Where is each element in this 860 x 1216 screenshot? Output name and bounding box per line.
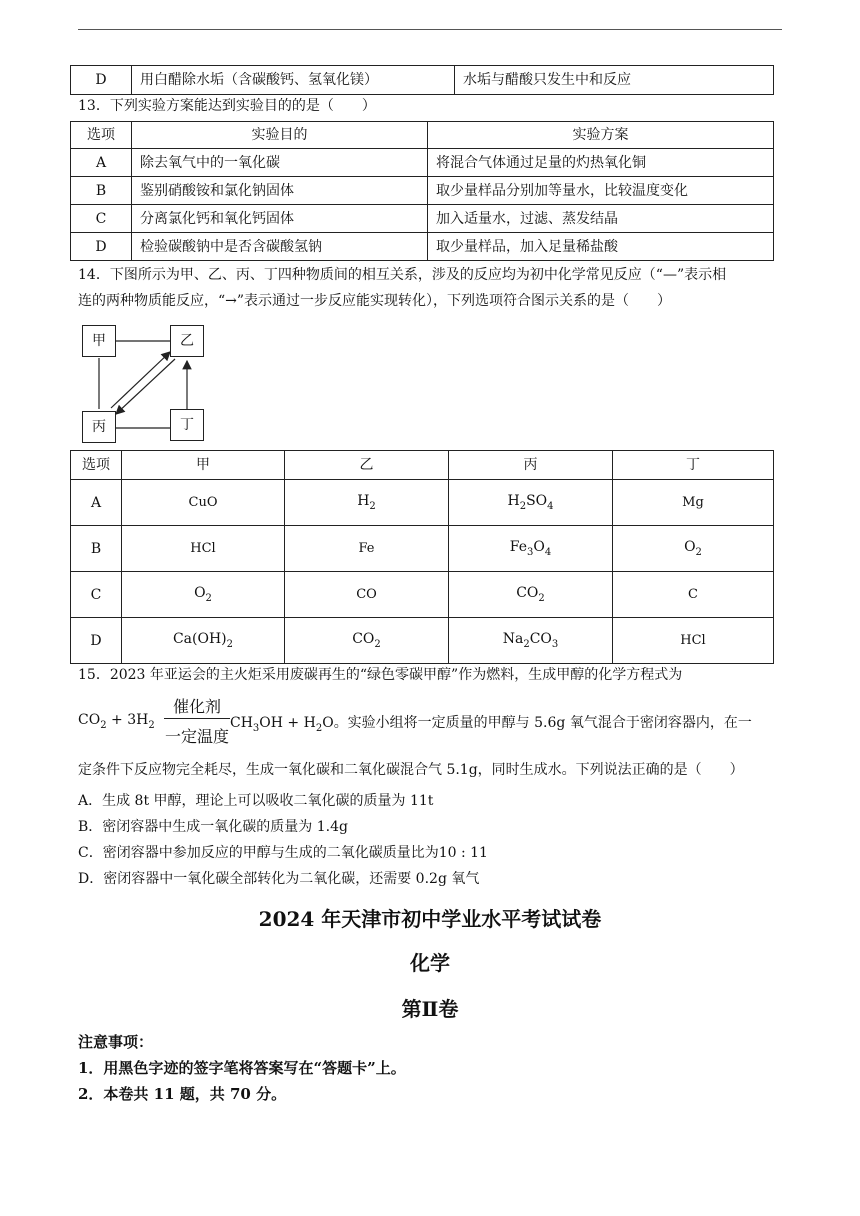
table-row [71,177,774,205]
q12-row-d-text: 用白醋除水垢（含碳酸钙、氢氧化镁） [132,66,455,95]
q13-cell: 除去氧气中的一氧化碳 [132,149,428,177]
q13-cell: C [71,205,132,233]
q13-cell: 将混合气体通过足量的灼热氧化铜 [428,149,774,177]
node-yi: 乙 [170,325,204,357]
q14-cell: Fe [285,526,449,572]
q14-cell: CuO [122,480,285,526]
equation-right: $CH_3OH + H_2O$。实验小组将一定质量的甲醇与 5.6g 氧气混合于密闭容器内，在一 [230,715,752,734]
q13-cell: A [71,149,132,177]
q13-cell: 加入适量水，过滤、蒸发结晶 [428,205,774,233]
q14-header: 丁 [613,451,774,480]
q13-cell: 取少量样品分别加等量水，比较温度变化 [428,177,774,205]
q14-cell: $H_2SO_4$ [449,480,613,526]
q14-cell: B [71,526,122,572]
q13-table [70,121,774,261]
q12-table-tail [70,65,774,95]
q15-equation-line [78,694,782,746]
q15-line3: 定条件下反应物完全耗尽，生成一氧化碳和二氧化碳混合气 5.1g，同时生成水。下列说法正确的是（ ） [78,762,744,778]
q14-cell: $Ca(OH)_2$ [122,618,285,664]
q14-cell: C [71,572,122,618]
q14-cell: HCl [122,526,285,572]
equation-arrow-line [164,718,230,719]
q14-cell: C [613,572,774,618]
q13-cell: D [71,233,132,261]
relation-diagram [80,322,210,444]
q14-cell: $O_2$ [613,526,774,572]
node-ding: 丁 [170,409,204,441]
q13-cell: 鉴别硝酸铵和氯化钠固体 [132,177,428,205]
q14-header: 选项 [71,451,122,480]
q14-header: 甲 [122,451,285,480]
q14-cell: $CO_2$ [285,618,449,664]
q13-stem: 13．下列实验方案能达到实验目的的是（ ） [78,98,376,114]
node-jia: 甲 [82,325,116,357]
equation-condition-top: 催化剂 [172,697,221,716]
q14-cell: HCl [613,618,774,664]
q13-header: 实验目的 [132,122,428,149]
q15-option-a: A．生成 8t 甲醇，理论上可以吸收二氧化碳的质量为 11t [78,793,434,809]
table-row [71,205,774,233]
notes-item: 1．用黑色字迹的签字笔将答案写在“答题卡”上。 [78,1059,406,1077]
q13-cell: 检验碳酸钠中是否含碳酸氢钠 [132,233,428,261]
q14-cell: $CO_2$ [449,572,613,618]
volume-title: 第Ⅱ卷 [401,997,459,1021]
q14-cell: $H_2$ [285,480,449,526]
subject-title: 化学 [410,951,450,975]
q15-line1: 15．2023 年亚运会的主火炬采用废碳再生的“绿色零碳甲醇”作为燃料，生成甲醇的化学方程式为 [78,667,683,683]
q14-cell: Mg [613,480,774,526]
q14-stem-line1: 14．下图所示为甲、乙、丙、丁四种物质间的相互关系，涉及的反应均为初中化学常见反应（“—”表示相 [78,267,727,283]
q14-stem-line2: 连的两种物质能反应，“→”表示通过一步反应能实现转化），下列选项符合图示关系的是（ ） [78,293,672,309]
header-rule [78,29,782,30]
q15-option-d: D．密闭容器中一氧化碳全部转化为二氧化碳，还需要 0.2g 氧气 [78,871,480,887]
q12-row-d-result: 水垢与醋酸只发生中和反应 [455,66,774,95]
q13-cell: 分离氯化钙和氧化钙固体 [132,205,428,233]
q15-option-b: B．密闭容器中生成一氧化碳的质量为 1.4g [78,819,348,835]
notes-heading: 注意事项： [78,1033,154,1051]
table-row [71,526,774,572]
notes-item: 2．本卷共 11 题，共 70 分。 [78,1085,287,1103]
node-bing: 丙 [82,411,116,443]
q15-line2-tail: 。实验小组将一定质量的甲醇与 5.6g 氧气混合于密闭容器内，在一 [333,715,752,731]
q13-cell: B [71,177,132,205]
q14-cell: $O_2$ [122,572,285,618]
equation-condition-bottom: 一定温度 [164,727,229,746]
q14-header: 丙 [449,451,613,480]
q13-header: 实验方案 [428,122,774,149]
q14-cell: $Fe_3O_4$ [449,526,613,572]
exam-title: 2024 年天津市初中学业水平考试试卷 [258,907,602,931]
table-row [71,618,774,664]
q14-header: 乙 [285,451,449,480]
equation-left: $CO_2 + 3H_2$ [78,712,155,731]
q14-cell: D [71,618,122,664]
q13-header: 选项 [71,122,132,149]
q15-option-c: C．密闭容器中参加反应的甲醇与生成的二氧化碳质量比为10 : 11 [78,845,488,861]
q14-cell: CO [285,572,449,618]
q14-cell: A [71,480,122,526]
q13-cell: 取少量样品，加入足量稀盐酸 [428,233,774,261]
q14-table [70,450,774,664]
table-row [71,572,774,618]
table-row [71,480,774,526]
table-row [71,149,774,177]
q14-cell: $Na_2CO_3$ [449,618,613,664]
table-row [71,233,774,261]
q12-row-d-label: D [71,66,132,95]
